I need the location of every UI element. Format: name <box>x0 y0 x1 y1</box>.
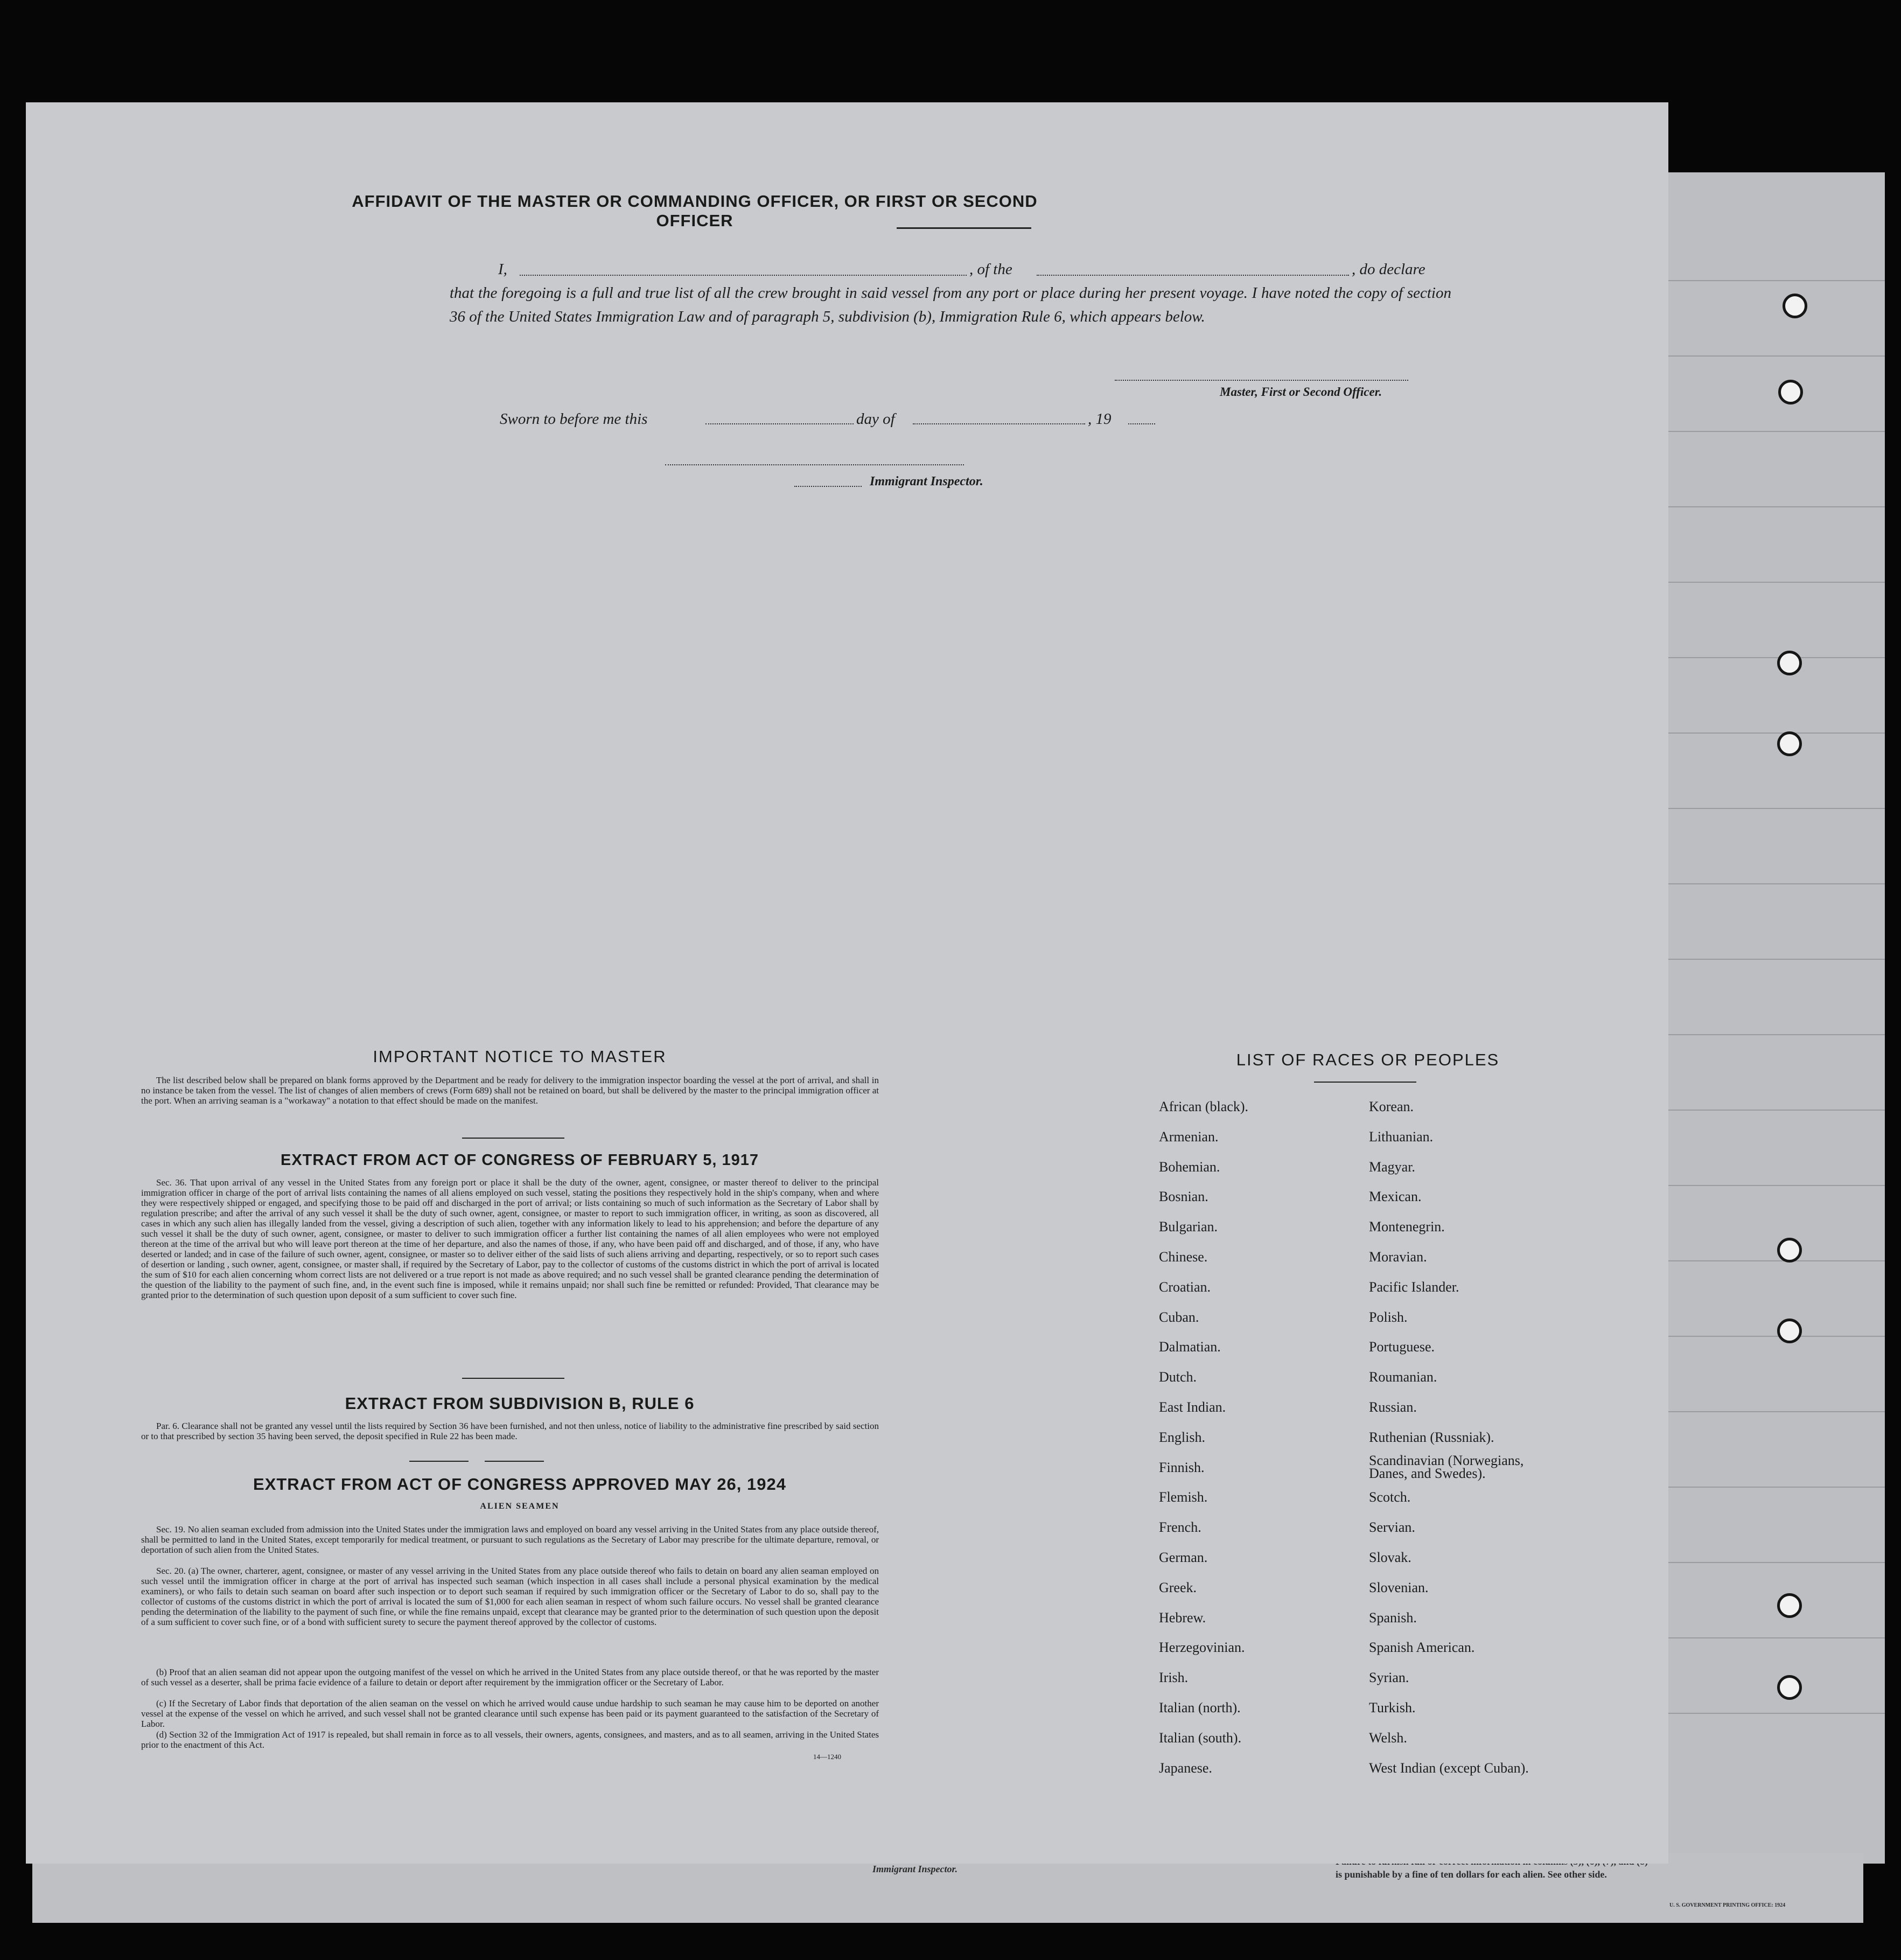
declarant-name-blank <box>520 275 967 276</box>
race-item: Finnish. <box>1159 1459 1205 1475</box>
punch-hole <box>1777 1593 1802 1618</box>
race-item: African (black). <box>1159 1099 1249 1114</box>
race-item: Slovak. <box>1369 1550 1411 1565</box>
race-item: Dutch. <box>1159 1369 1197 1385</box>
of-the-label: , of the <box>969 261 1012 278</box>
race-item: German. <box>1159 1550 1208 1565</box>
extract-1917-text: Sec. 36. That upon arrival of any vessel in the United States from any foreign port or place it shall be the duty of the owner, agent, consignee, or master thereof to deliver to the principal immigration officer in charge of the port of arrival lists containing the names of all aliens employed on such vessel, stating the positions they respectively hold in the ship's company, when and where they were respectively shipped or engaged, and specifying those to be paid off and discharged in the port of arrival; or lists containing so much of such information as the Secretary of Labor shall by regulation prescribe; and after the arrival of any such vessel it shall be the duty of such owner, agent, consignee, or master to report to such immigration officer, in writing, as soon as discovered, all cases in which any such alien has illegally landed from the vessel, giving a description of such alien, together with any information likely to lead to his apprehension; and before the departure of any such vessel it shall be the duty of such owner, agent, consignee, or master to deliver to such immigration officer a further list containing the names of all alien employees who were not employed thereon at the time of the arrival but who will leave port thereon at the time of her departure, and also the names of those, if any, who have been paid off and discharged, and of those, if any, who have deserted or landed; and in case of the failure of such owner, agent, consignee, or master so to deliver either of the said lists of such aliens arriving and departing, respectively, or so to report such cases of desertion or landing , such owner, agent, consignee, or master shall, if required by the Secretary of Labor, pay to the collector of customs of the customs district in which the port of arrival is located the sum of $10 for each alien concerning whom correct lists are not delivered or a true report is not made as above required; and no such vessel shall be granted clearance pending the determination of the question of the liability to the payment of such fine, and, in the event such fine is imposed, while it remains unpaid; nor shall such fine be remitted or refunded: Provided, That clearance may be granted prior to the determination of such question upon deposit of a sum sufficient to cover such fine. <box>141 1177 879 1300</box>
race-item: Bulgarian. <box>1159 1219 1218 1235</box>
year-prefix-label: , 19 <box>1088 410 1112 428</box>
race-item: Italian (south). <box>1159 1729 1242 1746</box>
race-item: Polish. <box>1369 1309 1408 1325</box>
extract-1924-sec20c: (c) If the Secretary of Labor finds that deportation of the alien seaman on the vessel on which he arrived would cause undue hardship to such seaman he may cause him to be deported on another vessel at the expense of the vessel on which he arrived, and such vessel shall not be granted clearance until such expense has been paid or its payment guaranteed to the satisfaction of the Secretary of Labor. <box>141 1698 879 1729</box>
race-item: Pacific Islander. <box>1369 1279 1459 1295</box>
sworn-day-blank <box>705 423 854 424</box>
extract-rule6-divider-a <box>409 1461 469 1462</box>
race-item: Syrian. <box>1369 1670 1409 1686</box>
race-item: Italian (north). <box>1159 1700 1241 1715</box>
notice-divider <box>462 1138 564 1139</box>
affidavit-title: AFFIDAVIT OF THE MASTER OR COMMANDING OFFICER, OR FIRST OR SECOND OFFICER <box>352 192 1038 230</box>
inspector-signature-blank-2 <box>794 486 862 487</box>
race-item: Montenegrin. <box>1369 1219 1445 1235</box>
race-item: Korean. <box>1369 1099 1414 1114</box>
punch-hole <box>1783 294 1807 318</box>
race-item: Portuguese. <box>1369 1339 1435 1355</box>
race-item: Welsh. <box>1369 1729 1407 1746</box>
extract-1917-title: EXTRACT FROM ACT OF CONGRESS OF FEBRUARY 5, 1917 <box>280 1152 759 1169</box>
race-item: English. <box>1159 1429 1205 1445</box>
notice-title: IMPORTANT NOTICE TO MASTER <box>373 1047 667 1066</box>
race-item: Mexican. <box>1369 1189 1422 1205</box>
extract-rule6-divider-b <box>485 1461 544 1462</box>
race-item: Magyar. <box>1369 1159 1415 1175</box>
race-item: Flemish. <box>1159 1489 1208 1505</box>
races-title: LIST OF RACES OR PEOPLES <box>1236 1050 1500 1069</box>
race-item: Lithuanian. <box>1369 1128 1434 1145</box>
affidavit-body: that the foregoing is a full and true list of all the crew brought in said vessel from any port or place during her present voyage. I have noted the copy of section 36 of the United States Immigration Law and of paragraph 5, subdivision (b), Immigration Rule 6, which appears below. <box>450 284 1451 325</box>
inspector-label: Immigrant Inspector. <box>870 475 983 489</box>
punch-hole <box>1777 1675 1802 1700</box>
race-item: Bosnian. <box>1159 1189 1208 1205</box>
extract-1924-sec20d: (d) Section 32 of the Immigration Act of 1917 is repealed, but shall remain in force as to all vessels, their owners, agents, consignees, and masters, and as to all seamen, arriving in the United States prior to the enactment of this Act. <box>141 1729 879 1750</box>
race-item: Scandinavian (Norwegians, Danes, and Swedes). <box>1369 1452 1524 1481</box>
title-divider <box>897 227 1031 229</box>
race-item: Irish. <box>1159 1670 1189 1686</box>
extract-1924-title: EXTRACT FROM ACT OF CONGRESS APPROVED MAY 26, 1924 <box>253 1475 786 1494</box>
sworn-month-blank <box>913 423 1085 424</box>
race-item: Croatian. <box>1159 1279 1211 1295</box>
sworn-label: Sworn to before me this <box>500 410 648 428</box>
punch-hole <box>1778 380 1803 404</box>
race-item: Greek. <box>1159 1579 1197 1595</box>
do-declare-label: , do declare <box>1352 261 1425 278</box>
race-item: Moravian. <box>1369 1249 1427 1265</box>
race-item: Herzegovinian. <box>1159 1640 1245 1656</box>
underlying-sheet-edge <box>1659 172 1885 1864</box>
underlying-inspector-label: Immigrant Inspector. <box>872 1864 958 1874</box>
race-item: Hebrew. <box>1159 1609 1206 1626</box>
sworn-year-blank <box>1128 423 1155 424</box>
race-item: East Indian. <box>1159 1399 1226 1415</box>
alien-seamen-subtitle: ALIEN SEAMEN <box>480 1502 560 1511</box>
declarant-i-label: I, <box>498 261 507 278</box>
underlying-footer-line2: is punishable by a fine of ten dollars for each alien. See other side. <box>1336 1869 1607 1880</box>
extract-rule6-title: EXTRACT FROM SUBDIVISION B, RULE 6 <box>345 1394 695 1413</box>
race-item: Russian. <box>1369 1399 1417 1415</box>
race-item: Servian. <box>1369 1519 1415 1536</box>
race-item: Japanese. <box>1159 1760 1212 1776</box>
punch-hole <box>1777 1238 1802 1263</box>
extract-1917-divider <box>462 1378 564 1379</box>
extract-rule6-text: Par. 6. Clearance shall not be granted any vessel until the lists required by Section 36 have been furnished, and not then unless, notice of liability to the administrative fine prescribed by said section or to that prescribed by section 35 having been served, the deposit specified in Rule 22 has been made. <box>141 1421 879 1441</box>
race-item: French. <box>1159 1519 1201 1536</box>
race-item: Scotch. <box>1369 1489 1411 1505</box>
races-divider <box>1314 1082 1416 1083</box>
punch-hole <box>1777 1319 1802 1343</box>
vessel-name-blank <box>1037 275 1349 276</box>
race-item: Armenian. <box>1159 1128 1219 1145</box>
notice-text: The list described below shall be prepared on blank forms approved by the Department and be ready for delivery to the immigration inspector boarding the vessel at the port of arrival, and shall in no instance be taken from the vessel. The list of changes of alien members of crews (Form 689) shall not be retained on board, but shall be delivered by the master to the principal immigration officer at the port. When an arriving seaman is a "workaway" a notation to that effect should be made on the manifest. <box>141 1075 879 1106</box>
day-of-label: day of <box>856 410 895 428</box>
race-item: West Indian (except Cuban). <box>1369 1760 1529 1776</box>
race-item: Slovenian. <box>1369 1579 1429 1595</box>
race-item: Spanish American. <box>1369 1640 1475 1656</box>
race-item: Spanish. <box>1369 1609 1417 1626</box>
race-item: Dalmatian. <box>1159 1339 1221 1355</box>
race-item: Chinese. <box>1159 1249 1208 1265</box>
race-item: Turkish. <box>1369 1700 1416 1715</box>
form-number: 14—1240 <box>813 1753 841 1761</box>
race-item: Bohemian. <box>1159 1159 1220 1175</box>
race-item: Cuban. <box>1159 1309 1199 1325</box>
race-item: Roumanian. <box>1369 1369 1437 1385</box>
race-item: Ruthenian (Russniak). <box>1369 1429 1494 1445</box>
underlying-printer-line: U. S. GOVERNMENT PRINTING OFFICE: 1924 <box>1669 1902 1786 1908</box>
extract-1924-sec19: Sec. 19. No alien seaman excluded from admission into the United States under the immigration laws and employed on board any vessel arriving in the United States from any place outside thereof, shall be permitted to land in the United States, except temporarily for medical treatment, or pursuant to such regulations as the Secretary of Labor may prescribe for the ultimate departure, removal, or deportation of such alien from the United States. <box>141 1524 879 1555</box>
master-signature-label: Master, First or Second Officer. <box>1220 385 1382 399</box>
extract-1924-sec20b: (b) Proof that an alien seaman did not appear upon the outgoing manifest of the vessel on which he arrived in the United States from any place outside thereof, or that he was reported by the master of such vessel as a deserter, shall be prima facie evidence of a failure to detain or deport after requirement by the immigration officer or the Secretary of Labor. <box>141 1667 879 1687</box>
punch-hole <box>1777 731 1802 756</box>
extract-1924-sec20a: Sec. 20. (a) The owner, charterer, agent, consignee, or master of any vessel arriving in the United States from any place outside thereof who fails to detain on board any alien seaman employed on such vessel until the immigration officer in charge at the port of arrival has inspected such seaman (which inspection in all cases shall include a personal physical examination by the medical examiners), or who fails to detain such seaman on board after such inspection or to deport such seaman if required by such immigration officer or the Secretary of Labor to do so, shall pay to the collector of customs of the customs district in which the port of arrival is located the sum of $1,000 for each alien seaman in respect of whom such failure occurs. No vessel shall be granted clearance pending the determination of the liability to the payment of such fine, or while the fine remains unpaid, except that clearance may be granted prior to the determination of such question upon the deposit of a sum sufficient to cover such fine, or of a bond with sufficient surety to secure the payment thereof approved by the collector of customs. <box>141 1566 879 1627</box>
inspector-signature-blank <box>665 464 964 465</box>
punch-hole <box>1777 651 1802 675</box>
